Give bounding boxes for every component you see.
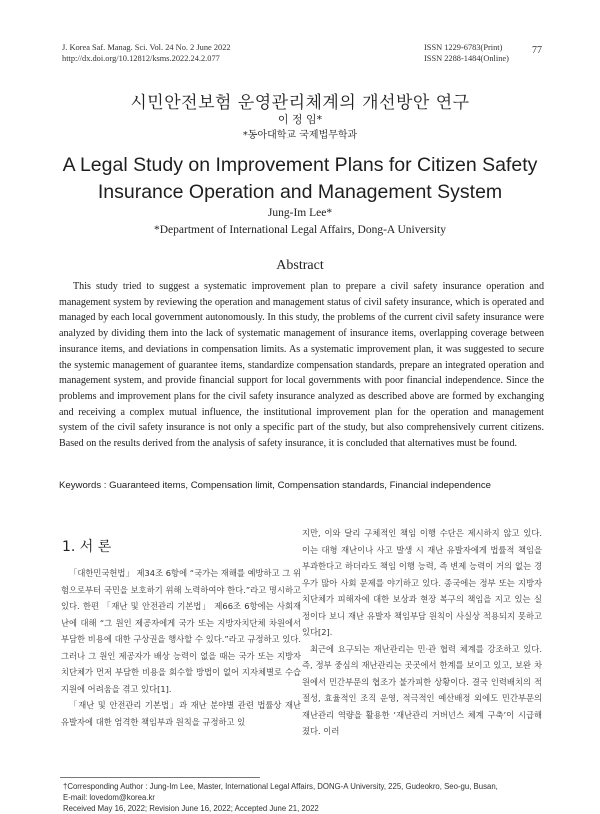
- journal-citation: J. Korea Saf. Manag. Sci. Vol. 24 No. 2 June 2022: [62, 43, 231, 52]
- issn-online: ISSN 2288-1484(Online): [424, 54, 509, 63]
- footnote-email[interactable]: E-mail: lovedom@korea.kr: [63, 793, 155, 802]
- author-korean: 이 정 임*: [277, 113, 323, 126]
- doi-link[interactable]: http://dx.doi.org/10.12812/ksms.2022.24.2.077: [62, 54, 220, 63]
- footnote-divider: [60, 777, 260, 778]
- issn-block: [424, 42, 509, 64]
- footnote: [63, 781, 553, 814]
- body-right-paragraph-1: 지만, 이와 달리 구체적인 책임 이행 수단은 제시하지 않고 있다. 이는 대형 재난이나 사고 발생 시 재난 유발자에게 법률적 책임을 부과한다고 하더라도 책임 이행 능력, 즉 변제 능력이 거의 없는 경우가 많아 사회 문제를 야기하고 있다. 종국에는 정부 또는 지방자치단체가 피해자에 대한 보상과 현장 복구의 책임을 지고 있는 실정이다 보니 재난 유발자 책임부담 원칙이 사실상 적용되지 못하고 있다[2].: [302, 528, 542, 637]
- page-number: 77: [532, 45, 542, 56]
- abstract-text: This study tried to suggest a systematic improvement plan to prepare a civil safety insurance operation and management system by reviewing the operation and management status of civil safety insurance, which is operated and managed by each local government autonomously. In this study, the problems of the current civil safety insurance were analyzed by dividing them into the lack of systematic management of insurance items, overlapping coverage between insurance items, and deviations in compensation limits. As a systematic improvement plan, it was suggested to secure the systemic management of guarantee items, standardize compensation standards, prepare an integrated operation and management system, and provide financial support for local governments with poor financial independence. Since the problems and improvement plans for the civil safety insurance analyzed as described above are formed by exchanging and receiving a complex mutual influence, the institutional improvement plan for the operation and management system of the civil safety insurance is not only a specific part of the study, but also comprehensively current citizens. Based on the results derived from the analysis of safety insurance, it is concluded that alternatives must be found.: [59, 281, 544, 450]
- body-left-paragraph-1: 「대한민국헌법」 제34조 6항에 “국가는 재해를 예방하고 그 위험으로부터 국민을 보호하기 위해 노력하여야 한다.”라고 명시하고 있다. 한편 「재난 및 안전관리 기본법」 제66조 6항에는 사회재난에 대해 “그 원인 제공자에게 국가 또는 지방자치단체 차원에서 부담한 비용에 대한 구상권을 행사할 수 있다.”라고 규정하고 있다. 그러나 그 원인 제공자가 배상 능력이 없을 때는 국가 또는 지방자치단체가 먼저 부담한 비용을 회수할 방법이 없어 지자체별로 수습 지원에 어려움을 겪고 있다[1].: [61, 568, 301, 694]
- issn-print: ISSN 1229-6783(Print): [424, 43, 503, 52]
- body-right-column: [302, 525, 542, 740]
- keywords: Keywords : Guaranteed items, Compensation limit, Compensation standards, Financial independence: [59, 480, 491, 491]
- body-right-paragraph-2: 최근에 요구되는 재난관리는 민·관 협력 체계를 강조하고 있다. 즉, 정부 중심의 재난관리는 곳곳에서 한계를 보이고 있고, 보완 차원에서 민간부문의 협조가 불가피한 상황이다. 결국 인력배치의 적절성, 효율적인 조직 운영, 적극적인 예산배정 외에도 민간부문의 재난관리 역량을 활용한 ‘재난관리 거버넌스 체계 구축’이 시급해졌다. 이러: [302, 643, 542, 736]
- author-english: Jung-Im Lee*: [267, 207, 333, 219]
- footnote-dates: Received May 16, 2022; Revision June 16, 2022; Accepted June 21, 2022: [63, 804, 319, 813]
- title-korean: 시민안전보험 운영관리체계의 개선방안 연구: [130, 93, 470, 113]
- section-title: 1. 서 론: [62, 539, 112, 555]
- title-english-line1: A Legal Study on Improvement Plans for Citizen Safety: [62, 154, 538, 176]
- title-english-line2: Insurance Operation and Management System: [97, 181, 503, 203]
- affiliation-korean: *동아대학교 국제법무학과: [242, 130, 358, 141]
- footnote-corresponding-author: †Corresponding Author : Jung-Im Lee, Master, International Legal Affairs, DONG-A University, 225, Gudeokro, Seo-gu, Busan,: [63, 782, 498, 791]
- body-left-paragraph-2: 「재난 및 안전관리 기본법」과 재난 분야별 관련 법률상 재난 유발자에 대한 엄격한 책임부과 원칙을 규정하고 있: [61, 700, 301, 727]
- affiliation-english: *Department of International Legal Affairs, Dong-A University: [154, 224, 446, 236]
- journal-header: [62, 42, 231, 64]
- abstract-heading: Abstract: [276, 258, 324, 273]
- body-left-column: [61, 565, 301, 730]
